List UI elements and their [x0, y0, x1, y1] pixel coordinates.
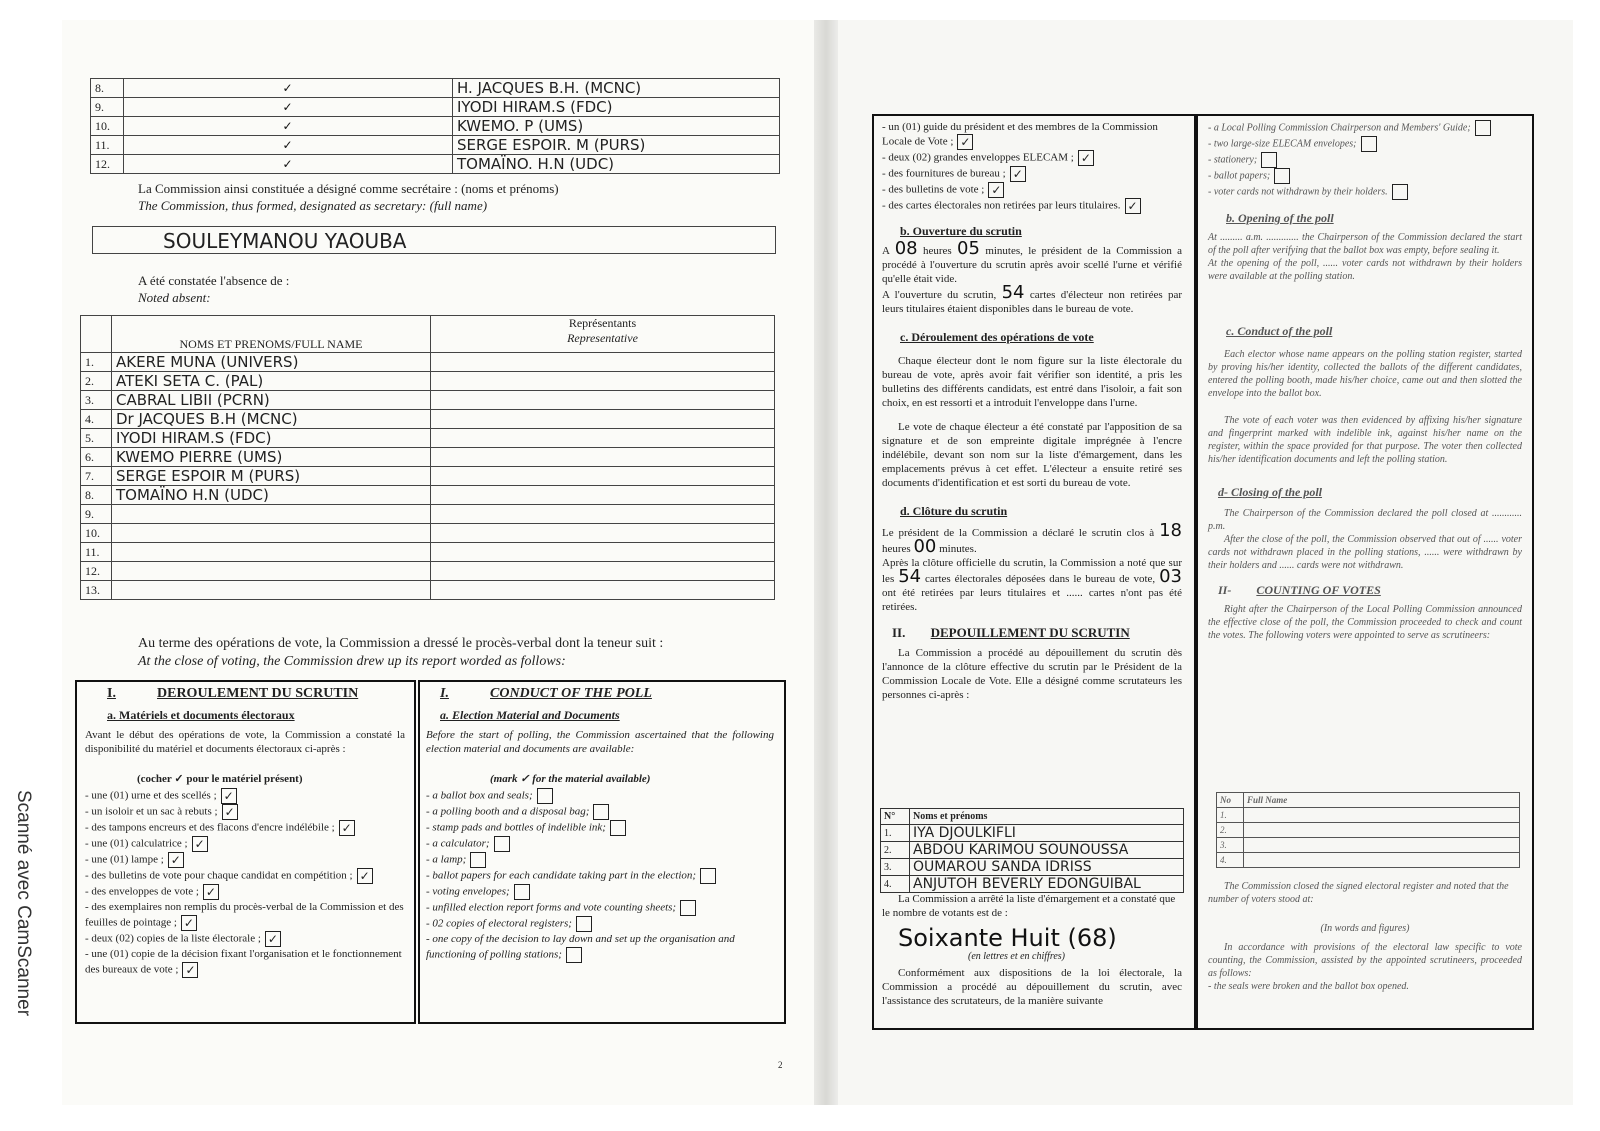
- absent-rep: [431, 410, 775, 429]
- scrutineer-num: 1.: [881, 825, 910, 842]
- scrutineer-name: OUMAROU SANDA IDRISS: [910, 859, 1184, 876]
- material-item-fr: [85, 788, 405, 804]
- scrutineer-name: ANJUTOH BEVERLY EDONGUIBAL: [910, 876, 1184, 893]
- scrutineer-num-en: 4.: [1217, 853, 1244, 868]
- member-row: [91, 98, 780, 117]
- material-item-fr: [85, 947, 405, 978]
- absent-row: [81, 391, 775, 410]
- opening-cards-suffix: cartes d'électeur non retirées par leurs titulaires étaient disponibles dans le bureau de vote.: [882, 289, 1182, 315]
- member-num: 12.: [91, 155, 124, 174]
- material-label-fr-cont: - des fournitures de bureau ;: [882, 167, 1006, 180]
- section2-fr-title: DEPOUILLEMENT DU SCRUTIN: [930, 625, 1130, 640]
- absent-num: 9.: [81, 505, 112, 524]
- material-label-en-cont: - stationery;: [1208, 154, 1258, 166]
- material-checkbox-en[interactable]: [537, 788, 553, 804]
- absent-num: 7.: [81, 467, 112, 486]
- closing-minute-value: 00: [913, 536, 937, 557]
- absent-row: [81, 505, 775, 524]
- scrutineer-name: ABDOU KARIMOU SOUNOUSSA: [910, 842, 1184, 859]
- scrutineer-row-en: [1217, 838, 1520, 853]
- material-item-en-cont: [1208, 168, 1522, 184]
- material-label-en: - a calculator;: [426, 837, 490, 850]
- closing-text1-fr: [882, 520, 1182, 557]
- material-checkbox-en[interactable]: [680, 900, 696, 916]
- closing-hours-word: heures: [882, 543, 911, 555]
- material-label-en: - stamp pads and bottles of indelible ink;: [426, 821, 606, 834]
- section2-fr-heading: [892, 626, 1182, 640]
- material-checkbox-en[interactable]: [700, 868, 716, 884]
- absent-name: [112, 543, 431, 562]
- material-item-fr: [85, 931, 405, 947]
- material-checkbox-en[interactable]: [593, 804, 609, 820]
- absent-num: 2.: [81, 372, 112, 391]
- scrutineer-num-en: 1.: [1217, 808, 1244, 823]
- secretary-label: [138, 180, 559, 214]
- absent-label: [138, 272, 289, 306]
- opening-hours-word: heures: [922, 245, 952, 257]
- conduct-text1-fr: Chaque électeur dont le nom figure sur la liste électorale du bureau de vote, après avoir fait vérifier son identité, a pris les bulletins des différents candidats, est entré dans l'isoloir, a fait son choix, en est ressorti et a introduit l'enveloppe dans l'urne.: [882, 355, 1182, 409]
- scrutineer-name-en: [1244, 853, 1520, 868]
- secretary-field: SOULEYMANOU YAOUBA: [92, 226, 776, 254]
- material-label-en: - voting envelopes;: [426, 885, 510, 898]
- material-label-fr-cont: - un (01) guide du président et des membres de la Commission Locale de Vote ;: [882, 121, 1158, 148]
- absent-row: [81, 448, 775, 467]
- closing-title-fr: d. Clôture du scrutin: [900, 504, 1008, 518]
- closing-cards-mid: cartes électorales déposées dans le bureau de vote,: [925, 573, 1156, 585]
- member-num: 8.: [91, 79, 124, 98]
- material-item-fr-cont: [882, 198, 1182, 214]
- absent-label-en: Noted absent:: [138, 290, 211, 305]
- closing-text2-fr: [882, 556, 1182, 614]
- closing-text1-en: The Chairperson of the Commission declared the poll closed at ............ p.m.: [1208, 508, 1522, 532]
- material-item-en: [426, 852, 774, 868]
- member-num: 10.: [91, 117, 124, 136]
- opening-text-fr: [882, 238, 1183, 286]
- absent-name: [112, 524, 431, 543]
- material-checkbox-en-cont[interactable]: [1274, 168, 1290, 184]
- section1-fr-num: I.: [107, 686, 116, 701]
- absent-name: KWEMO PIERRE (UMS): [112, 448, 431, 467]
- material-label-fr: - des tampons encreurs et des flacons d'encre indélébile ;: [85, 821, 335, 834]
- material-checkbox-en[interactable]: [470, 852, 486, 868]
- absent-rep: [431, 486, 775, 505]
- absent-num: 4.: [81, 410, 112, 429]
- material-item-en-cont: [1208, 152, 1522, 168]
- closing-prefix: Le président de la Commission a déclaré le scrutin clos à: [882, 527, 1155, 539]
- material-checkbox-en[interactable]: [514, 884, 530, 900]
- material-label-fr: - une (01) lampe ;: [85, 853, 164, 866]
- opening-cards-fr: [882, 282, 1182, 316]
- opening-title-fr: b. Ouverture du scrutin: [900, 224, 1022, 238]
- material-item-fr-cont: [882, 182, 1182, 198]
- absent-rep: [431, 581, 775, 600]
- member-name: H. JACQUES B.H. (MCNC): [453, 79, 780, 98]
- member-check: ✓: [124, 155, 453, 174]
- section1-en-instruction: (mark ✓ for the material available): [490, 773, 651, 785]
- material-item-en: [426, 820, 774, 836]
- material-item-fr: [85, 804, 405, 820]
- opening-cards-prefix: A l'ouverture du scrutin,: [882, 289, 997, 301]
- member-check: ✓: [124, 136, 453, 155]
- material-checkbox-fr[interactable]: ✓: [265, 931, 281, 947]
- absent-rep: [431, 429, 775, 448]
- opening-minute-value: 05: [957, 238, 980, 259]
- absent-num: 1.: [81, 353, 112, 372]
- absent-row: [81, 410, 775, 429]
- material-label-fr-cont: - des cartes électorales non retirées par leurs titulaires.: [882, 199, 1121, 212]
- page-number: 2: [778, 1060, 783, 1070]
- material-item-fr: [85, 900, 405, 931]
- section2-en-heading: [1218, 584, 1522, 597]
- material-item-en-cont: [1208, 120, 1522, 136]
- absent-name: ATEKI SETA C. (PAL): [112, 372, 431, 391]
- section1-fr-subtitle: a. Matériels et documents électoraux: [107, 708, 295, 722]
- section1-en-title: CONDUCT OF THE POLL: [490, 686, 652, 701]
- material-checkbox-fr-cont[interactable]: ✓: [1125, 198, 1141, 214]
- material-checkbox-fr[interactable]: ✓: [168, 852, 184, 868]
- absent-row: [81, 543, 775, 562]
- opening-text-en: At ......... a.m. ............. the Chairperson of the Commission declared the start of the poll after verifying that the ballot box was empty, before sealing it.: [1208, 232, 1522, 256]
- material-label-fr: - deux (02) copies de la liste électorale ;: [85, 932, 261, 945]
- absent-name: IYODI HIRAM.S (FDC): [112, 429, 431, 448]
- material-checkbox-fr[interactable]: ✓: [192, 836, 208, 852]
- opening-suffix: minutes, le président de la Commission a procédé à l'ouverture du scrutin après avoir scellé l'urne et vérifié qu'elle était vide.: [882, 245, 1183, 285]
- opening-cards-value: 54: [1001, 282, 1025, 303]
- material-label-en: - a polling booth and a disposal bag;: [426, 805, 590, 818]
- material-label-en-cont: - ballot papers;: [1208, 170, 1271, 182]
- right-en-column: [1208, 120, 1522, 642]
- votants-block-fr: [882, 892, 1182, 920]
- material-label-en-cont: - voter cards not withdrawn by their holders.: [1208, 186, 1388, 198]
- absent-rep: [431, 372, 775, 391]
- material-item-fr-cont: [882, 166, 1182, 182]
- scrutineer-name-en: [1244, 838, 1520, 853]
- absent-rep: [431, 505, 775, 524]
- closing-title-en: d- Closing of the poll: [1218, 485, 1323, 499]
- material-label-fr: - des exemplaires non remplis du procès-verbal de la Commission et des feuilles de pointage ;: [85, 901, 404, 929]
- scrutineer-num: 4.: [881, 876, 910, 893]
- closing-withdrawn-value: 03: [1159, 566, 1183, 587]
- absent-num: 10.: [81, 524, 112, 543]
- absent-row: [81, 524, 775, 543]
- material-label-fr: - une (01) copie de la décision fixant l'organisation et le fonctionnement des bureaux de vote ;: [85, 948, 402, 976]
- section1-en-box: [418, 680, 786, 1024]
- opening-prefix: A: [882, 245, 890, 257]
- member-num: 11.: [91, 136, 124, 155]
- right-en-items: [1208, 120, 1522, 200]
- material-label-fr: - un isoloir et un sac à rebuts ;: [85, 805, 218, 818]
- conduct-text1-en: Each elector whose name appears on the polling station register, started by proving his/her identity, collected the ballots of the different candidates, entered the polling booth, made his/her choice, came out and then slotted the envelope into the ballot box.: [1208, 349, 1522, 399]
- material-item-en: [426, 932, 774, 963]
- material-checkbox-fr[interactable]: ✓: [203, 884, 219, 900]
- absent-row: [81, 581, 775, 600]
- scrutineers-table-en: [1216, 792, 1520, 868]
- scrut-en-col-num: No: [1217, 793, 1244, 808]
- absent-num: 5.: [81, 429, 112, 448]
- material-item-en: [426, 900, 774, 916]
- absent-name: TOMAÏNO H.N (UDC): [112, 486, 431, 505]
- material-checkbox-fr-cont[interactable]: ✓: [1010, 166, 1026, 182]
- section1-en-num: I.: [440, 686, 449, 701]
- member-num: 9.: [91, 98, 124, 117]
- absent-label-fr: A été constatée l'absence de :: [138, 273, 290, 288]
- member-row: [91, 136, 780, 155]
- secretary-label-en: The Commission, thus formed, designated as secretary: (full name): [138, 198, 488, 213]
- material-checkbox-fr[interactable]: ✓: [182, 962, 198, 978]
- absent-name: Dr JACQUES B.H (MCNC): [112, 410, 431, 429]
- section1-en-intro: Before the start of polling, the Commission ascertained that the following election material and documents are available:: [426, 729, 774, 755]
- material-checkbox-en-cont[interactable]: [1475, 120, 1491, 136]
- absent-row: [81, 467, 775, 486]
- conduct-title-fr: c. Déroulement des opérations de vote: [900, 330, 1094, 344]
- material-checkbox-fr-cont[interactable]: ✓: [988, 182, 1004, 198]
- absent-col-name: NOMS ET PRENOMS/FULL NAME: [112, 316, 431, 353]
- material-label-fr: - des enveloppes de vote ;: [85, 885, 199, 898]
- material-label-fr: - une (01) calculatrice ;: [85, 837, 188, 850]
- final-item-en: - the seals were broken and the ballot box opened.: [1208, 981, 1409, 992]
- material-label-en: - ballot papers for each candidate taking part in the election;: [426, 869, 697, 882]
- absent-rep: [431, 391, 775, 410]
- section2-fr-num: II.: [892, 625, 906, 640]
- closing-cards-value: 54: [898, 566, 922, 587]
- absent-name: [112, 562, 431, 581]
- member-check: ✓: [124, 79, 453, 98]
- opening-title-en: b. Opening of the poll: [1226, 211, 1334, 225]
- member-name: IYODI HIRAM.S (FDC): [453, 98, 780, 117]
- absent-name: AKERE MUNA (UNIVERS): [112, 353, 431, 372]
- votants-caption-en: (In words and figures): [1320, 923, 1410, 934]
- scrut-en-col-name: Full Name: [1244, 793, 1520, 808]
- section2-en-title: COUNTING OF VOTES: [1256, 583, 1381, 597]
- member-row: [91, 117, 780, 136]
- closing-statement: [138, 635, 663, 671]
- material-item-fr: [85, 836, 405, 852]
- material-item-fr-cont: [882, 120, 1182, 150]
- material-label-en: - a ballot box and seals;: [426, 789, 533, 802]
- section1-en-subtitle: a. Election Material and Documents: [440, 708, 620, 722]
- material-checkbox-en-cont[interactable]: [1392, 184, 1408, 200]
- absent-row: [81, 372, 775, 391]
- camscanner-watermark: Scanné avec CamScanner: [13, 790, 34, 1017]
- absent-name: [112, 505, 431, 524]
- absent-rep: [431, 467, 775, 486]
- absent-col-rep: [431, 316, 775, 353]
- absent-name: CABRAL LIBII (PCRN): [112, 391, 431, 410]
- material-item-en: [426, 884, 774, 900]
- votants-block-en: [1208, 880, 1522, 993]
- section1-fr-list: [85, 788, 405, 978]
- absent-num: 12.: [81, 562, 112, 581]
- material-label-en: - a lamp;: [426, 853, 467, 866]
- scrutineer-row-en: [1217, 853, 1520, 868]
- scrutineers-table-fr: [880, 808, 1184, 893]
- absent-col-rep-fr: Représentants: [568, 316, 637, 330]
- absent-row: [81, 429, 775, 448]
- absent-num: 3.: [81, 391, 112, 410]
- absent-rep: [431, 448, 775, 467]
- right-fr-column: [882, 120, 1182, 702]
- votants-text-en: The Commission closed the signed electoral register and noted that the number of voters stood at:: [1208, 881, 1509, 905]
- material-checkbox-fr[interactable]: ✓: [181, 915, 197, 931]
- material-checkbox-fr-cont[interactable]: ✓: [957, 134, 973, 150]
- section1-fr-title: DEROULEMENT DU SCRUTIN: [157, 686, 359, 701]
- scrutineer-row: [881, 859, 1184, 876]
- material-checkbox-en[interactable]: [494, 836, 510, 852]
- scrutineer-num-en: 2.: [1217, 823, 1244, 838]
- absent-table: [80, 315, 775, 600]
- material-checkbox-fr-cont[interactable]: ✓: [1078, 150, 1094, 166]
- conduct-text2-en: The vote of each voter was then evidenced by affixing his/her signature and fingerprint marked with indelible ink, against his/her name on the register, within the space provided for that purpose. The voter then collected his/her identification documents and left the polling station.: [1208, 415, 1522, 465]
- material-label-fr: - une (01) urne et des scellés ;: [85, 789, 217, 802]
- member-name: KWEMO. P (UMS): [453, 117, 780, 136]
- scrutineer-name-en: [1244, 808, 1520, 823]
- material-label-en-cont: - a Local Polling Commission Chairperson and Members' Guide;: [1208, 122, 1471, 134]
- material-item-fr-cont: [882, 150, 1182, 166]
- right-fr-items: [882, 120, 1182, 214]
- opening-hour-value: 08: [894, 238, 918, 259]
- section2-fr-text: La Commission a procédé au dépouillement du scrutin dès l'annonce de la clôture effective du scrutin par le Président de la Commission Locale de Vote. Elle a désigné comme scrutateurs les personnes ci-après :: [882, 647, 1182, 701]
- closing-hour-value: 18: [1159, 520, 1182, 541]
- member-check: ✓: [124, 98, 453, 117]
- absent-col-num: [81, 316, 112, 353]
- material-item-en: [426, 804, 774, 820]
- material-item-fr: [85, 868, 405, 884]
- material-checkbox-fr[interactable]: ✓: [357, 868, 373, 884]
- section1-fr-box: [75, 680, 416, 1024]
- material-checkbox-en[interactable]: [610, 820, 626, 836]
- material-label-en: - one copy of the decision to lay down and set up the organisation and functioning of polling stations;: [426, 933, 735, 961]
- final-text-fr: Conformément aux dispositions de la loi électorale, la Commission a procédé au dépouillement du scrutin, avec l'assistance des scrutateurs, de la manière suivante: [882, 967, 1182, 1007]
- section1-en-list: [426, 788, 774, 963]
- member-check: ✓: [124, 117, 453, 136]
- conduct-title-en: c. Conduct of the poll: [1226, 324, 1333, 338]
- scrutineer-num: 2.: [881, 842, 910, 859]
- absent-num: 13.: [81, 581, 112, 600]
- material-item-en: [426, 788, 774, 804]
- scrutineer-row: [881, 825, 1184, 842]
- closing-cards-prefix: Après la clôture officielle du scrutin, la Commission a noté que sur les: [882, 557, 1182, 585]
- closing-statement-en: At the close of voting, the Commission drew up its report worded as follows:: [138, 654, 566, 669]
- scrutineer-row-en: [1217, 823, 1520, 838]
- material-item-en-cont: [1208, 136, 1522, 152]
- scrutineer-num-en: 3.: [1217, 838, 1244, 853]
- material-checkbox-fr[interactable]: ✓: [222, 804, 238, 820]
- scrutineer-name: IYA DJOULKIFLI: [910, 825, 1184, 842]
- material-label-fr-cont: - des bulletins de vote ;: [882, 183, 985, 196]
- member-name: SERGE ESPOIR. M (PURS): [453, 136, 780, 155]
- scrut-col-num: N°: [881, 809, 910, 825]
- material-item-en: [426, 868, 774, 884]
- scrutineer-row-en: [1217, 808, 1520, 823]
- absent-rep: [431, 524, 775, 543]
- section2-en-text: Right after the Chairperson of the Local Polling Commission announced the effective close of the poll, the Commission proceeded to check and count the votes. The following voters were appointed to serve as scrutineers:: [1208, 604, 1522, 641]
- material-checkbox-fr[interactable]: ✓: [339, 820, 355, 836]
- material-item-en: [426, 916, 774, 932]
- material-checkbox-en-cont[interactable]: [1361, 136, 1377, 152]
- absent-name: [112, 581, 431, 600]
- material-checkbox-fr[interactable]: ✓: [221, 788, 237, 804]
- secretary-label-fr: La Commission ainsi constituée a désigné comme secrétaire : (noms et prénoms): [138, 181, 559, 196]
- closing-statement-fr: Au terme des opérations de vote, la Commission a dressé le procès-verbal dont la teneur suit :: [138, 636, 664, 651]
- closing-text2-en: After the close of the poll, the Commission observed that out of ...... voter cards not withdrawn placed in the polling stations, ...... were withdrawn by their holders and ...... cards were not withdrawn.: [1208, 534, 1522, 571]
- material-item-en: [426, 836, 774, 852]
- material-item-fr: [85, 852, 405, 868]
- material-checkbox-en[interactable]: [576, 916, 592, 932]
- opening-cards-en: At the opening of the poll, ...... voter cards not withdrawn by their holders were available at the polling station.: [1208, 258, 1522, 282]
- absent-row: [81, 486, 775, 505]
- member-row: [91, 155, 780, 174]
- material-item-en-cont: [1208, 184, 1522, 200]
- material-label-en-cont: - two large-size ELECAM envelopes;: [1208, 138, 1357, 150]
- member-name: TOMAÏNO. H.N (UDC): [453, 155, 780, 174]
- commission-members-table: [90, 78, 780, 174]
- votants-caption-fr: (en lettres et en chiffres): [968, 951, 1066, 962]
- material-label-fr: - des bulletins de vote pour chaque candidat en compétition ;: [85, 869, 353, 882]
- absent-col-rep-en: Representative: [567, 331, 638, 345]
- absent-num: 6.: [81, 448, 112, 467]
- scrut-col-name: Noms et prénoms: [910, 809, 1184, 825]
- absent-rep: [431, 353, 775, 372]
- closing-suffix: minutes.: [939, 543, 977, 555]
- scrutineer-row: [881, 842, 1184, 859]
- page-gutter: [814, 20, 838, 1105]
- material-label-en: - unfilled election report forms and vote counting sheets;: [426, 901, 677, 914]
- absent-num: 8.: [81, 486, 112, 505]
- section1-fr-intro: Avant le début des opérations de vote, la Commission a constaté la disponibilité du matériel et documents électoraux ci-après :: [85, 729, 405, 755]
- scrutineer-name-en: [1244, 823, 1520, 838]
- scrutineer-row: [881, 876, 1184, 893]
- absent-rep: [431, 562, 775, 581]
- section2-en-num: II-: [1218, 583, 1232, 597]
- votants-text-fr: La Commission a arrêté la liste d'émargement et a constaté que le nombre de votants est de :: [882, 893, 1176, 919]
- scrutineer-num: 3.: [881, 859, 910, 876]
- material-checkbox-en-cont[interactable]: [1261, 152, 1277, 168]
- conduct-text2-fr: Le vote de chaque électeur a été constaté par l'apposition de sa signature et de son empreinte digitale imprégnée à l'encre indélébile, devant son nom sur la liste d'émargement, dans les emplacements prévus à cet effet. L'électeur a ensuite retiré ses documents d'identification et est sorti du bureau de vote.: [882, 421, 1182, 489]
- absent-rep: [431, 543, 775, 562]
- absent-num: 11.: [81, 543, 112, 562]
- absent-name: SERGE ESPOIR M (PURS): [112, 467, 431, 486]
- absent-row: [81, 562, 775, 581]
- material-label-en: - 02 copies of electoral registers;: [426, 917, 572, 930]
- material-checkbox-en[interactable]: [566, 947, 582, 963]
- absent-row: [81, 353, 775, 372]
- section1-fr-instruction: (cocher ✓ pour le matériel présent): [137, 773, 303, 785]
- votants-value: Soixante Huit (68): [898, 924, 1117, 952]
- material-item-fr: [85, 884, 405, 900]
- final-text-en: In accordance with provisions of the electoral law specific to vote counting, the Commission, assisted by the appointed scrutineers, proceeded as follows:: [1208, 942, 1522, 979]
- material-label-fr-cont: - deux (02) grandes enveloppes ELECAM ;: [882, 151, 1074, 164]
- material-item-fr: [85, 820, 405, 836]
- closing-cards-suffix: ont été retirées par leurs titulaires et ...... cartes n'ont pas été retirées.: [882, 587, 1182, 613]
- member-row: [91, 79, 780, 98]
